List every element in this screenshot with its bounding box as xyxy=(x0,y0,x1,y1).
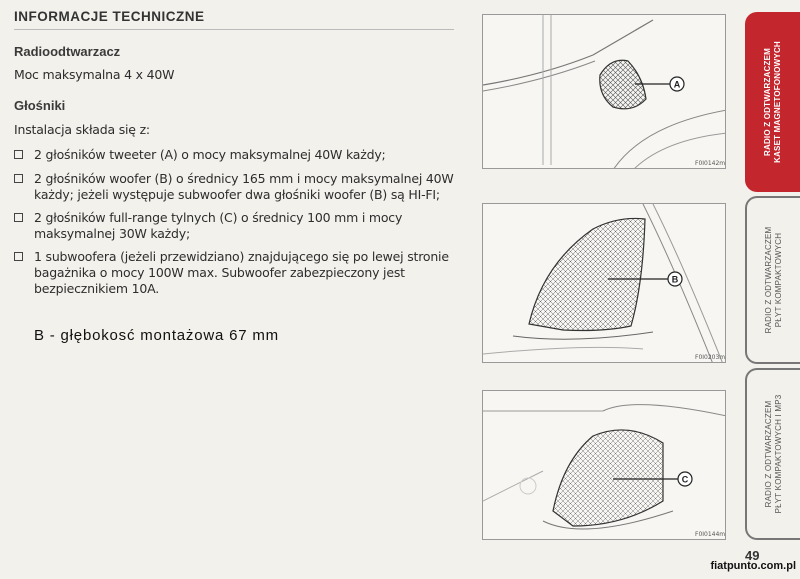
figure-code: F0I0142m xyxy=(695,160,726,167)
title-rule xyxy=(14,29,454,30)
bullet-box-icon xyxy=(14,174,23,183)
tab-label: RADIO Z ODTWARZACZEM PŁYT KOMPAKTOWYCH xyxy=(763,226,783,334)
callout-label: C xyxy=(681,474,689,485)
radio-power: Moc maksymalna 4 x 40W xyxy=(14,67,175,82)
bullet-box-icon xyxy=(14,252,23,261)
tab-radio-cd-mp3[interactable] xyxy=(745,368,800,540)
section-title: INFORMACJE TECHNICZNE xyxy=(14,9,205,24)
speaker-item-woofer xyxy=(14,171,454,203)
figure-code: F0I0144m xyxy=(695,531,726,538)
speaker-item-text: 2 głośników woofer (B) o średnicy 165 mm i mocy maksymalnej 40W każdy; jeżeli występuje subwoofer dwa głośniki woofer (B) są HI-FI; xyxy=(34,171,454,202)
tab-radio-cd[interactable] xyxy=(745,196,800,364)
tab-label: RADIO Z ODTWARZACZEM KASET MAGNETOFONOWYCH xyxy=(762,41,782,163)
figure-tweeter xyxy=(482,14,726,169)
figure-rear-speaker-drawing xyxy=(483,391,726,540)
figure-rear-speaker xyxy=(482,390,726,540)
bullet-box-icon xyxy=(14,213,23,222)
figure-code: F0I0203m xyxy=(695,354,726,361)
site-watermark[interactable]: fiatpunto.com.pl xyxy=(710,560,796,572)
tab-label: RADIO Z ODTWARZACZEM PŁYT KOMPAKTOWYCH I MP3 xyxy=(763,394,783,514)
speaker-item-text: 2 głośników full-range tylnych (C) o średnicy 100 mm i mocy maksymalnej 30W każdy; xyxy=(34,210,403,241)
page-number: 49 xyxy=(745,548,760,563)
callout-label: A xyxy=(673,79,681,90)
tab-radio-cassette[interactable] xyxy=(745,12,800,192)
speaker-item-text: 1 subwoofera (jeżeli przewidziano) znajdującego się po lewej stronie bagażnika o mocy 100W max. Subwoofer zabezpieczony jest bezpiecznikiem 10A. xyxy=(34,249,449,296)
speakers-heading: Głośniki xyxy=(14,98,66,113)
speaker-item-text: 2 głośników tweeter (A) o mocy maksymalnej 40W każdy; xyxy=(34,147,386,162)
figure-tweeter-drawing xyxy=(483,15,726,169)
speakers-intro: Instalacja składa się z: xyxy=(14,122,150,137)
mounting-depth-note: B - głębokosć montażowa 67 mm xyxy=(34,327,279,344)
bullet-box-icon xyxy=(14,150,23,159)
speaker-item-tweeter xyxy=(14,147,454,163)
callout-label: B xyxy=(671,274,679,285)
figure-woofer xyxy=(482,203,726,363)
speaker-item-fullrange xyxy=(14,210,454,242)
figure-woofer-drawing xyxy=(483,204,726,363)
radio-heading: Radioodtwarzacz xyxy=(14,44,121,59)
speaker-item-subwoofer xyxy=(14,249,454,297)
